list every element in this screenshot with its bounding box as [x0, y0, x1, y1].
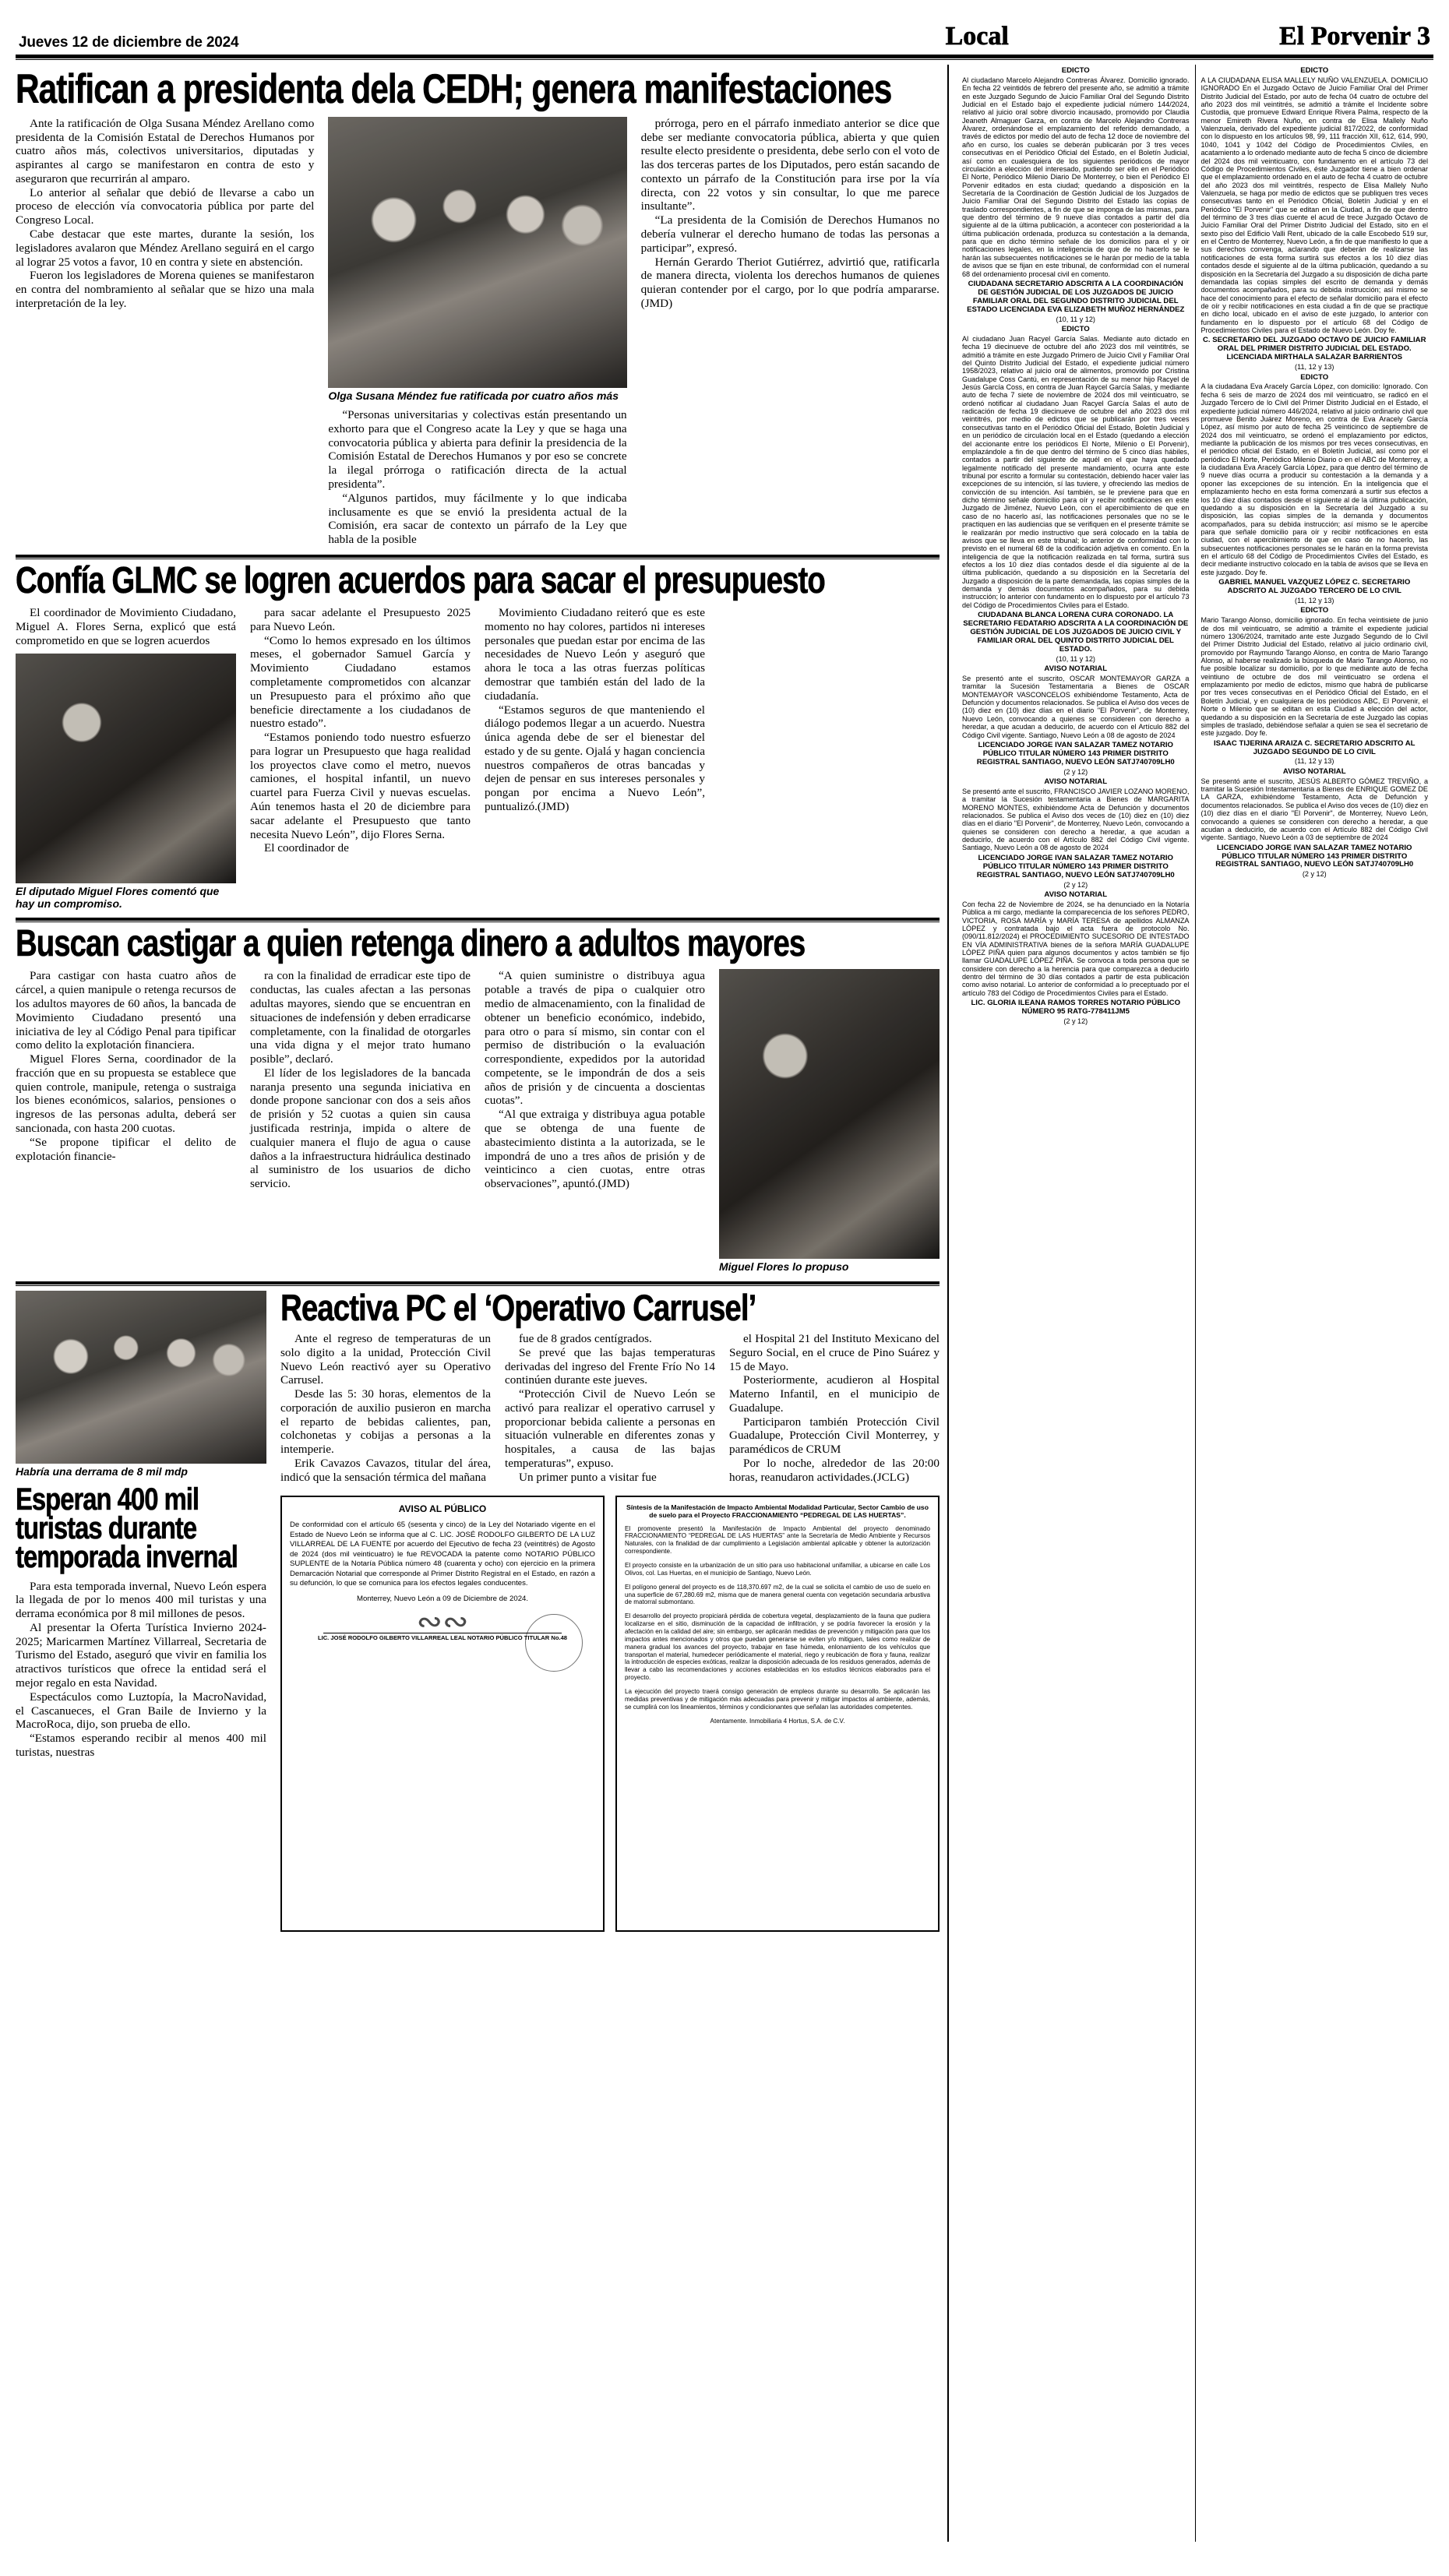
adultos-column-4 [719, 969, 940, 1273]
aviso-publico-title: AVISO AL PÚBLICO [398, 1503, 487, 1514]
adultos-column-3 [485, 969, 705, 1191]
sintesis-p3: El polígono general del proyecto es de 118,370.697 m2, de la cual se solicita el cambio de uso de suelo en una superficie de 67,280.69 m2, misma que de manera general cuenta con vegetación secundaria arbustiva de matorral submontano. [625, 1583, 930, 1606]
edicto-r4-body: (11, 12 y 13) [1295, 596, 1334, 604]
edicto-8-body: (2 y 12) [1063, 880, 1088, 889]
sintesis-title: Síntesis de la Manifestación de Impacto Ambiental Modalidad Particular, Sector Cambio de uso de suelo para el Proyecto FRACCIONAMIENTO “PEDREGAL DE LAS HUERTAS”. [626, 1503, 929, 1520]
carrusel-column-2 [505, 1332, 715, 1485]
adultos-column-1 [16, 969, 236, 1163]
sintesis-p4: El desarrollo del proyecto propiciará pérdida de cobertura vegetal, desplazamiento de la fauna que pudiera localizarse en el sitio, disminución de la capacidad de infiltración, y se podría favorecer la erosión y la afectación en la calidad del aire; sin embargo, ser aplicarán medidas de prevención y mitigación para que los impactos antes mencionados y otros que puedan generarse se eviten y/o mitiguen, tales como realizar de manera gradual los avances del proyecto, trabajar en fase húmeda, enlonamiento de los vehículos que transportan el material, humedecer periódicamente el material, riego y reubicación de flora y fauna, realizar la introducción de especies exóticas, realizar la disposición adecuada de los residuos generados, además de llevar a cabo las recomendaciones y acciones establecidas en los estudios técnicos elaborados para el proyecto. [625, 1612, 930, 1682]
caption-glmc: El diputado Miguel Flores comentó que hay un compromiso. [16, 885, 220, 910]
edicto-6-body: (2 y 12) [1063, 767, 1088, 776]
signature-scribble: ∾∾ [416, 1603, 469, 1639]
carrusel-col1-text: Ante el regreso de temperaturas de un solo digito a la unidad, Protección Civil Nuevo León reactivó ayer su Operativo Carrusel. Desde las 5: 30 horas, elementos de la corporación de auxilio pusieron en marcha el reparto de bebidas calientes, pan, colchonetas y cobijas a personas a la intemperie. Erik Cavazos Cavazos, titular del área, indicó que la sensación térmica del mañana [280, 1332, 491, 1484]
newspaper-brand: El Porvenir 3 [1279, 22, 1430, 51]
glmc-column-3 [485, 606, 705, 814]
adultos-col2-text: ra con la finalidad de erradicar este tipo de conductas, las cuales afectan a las personas adultas mayores, siendo que se encuentran en situaciones de indefensión y deben erradicarse completamente, con la finalidad de otorgarles una vida digna y el mejor trato humano posible”, declaró. El líder de los legisladores de la bancada naranja presento una segunda iniciativa en donde propone sancionar con dos a seis años de prisión y 52 cuotas a quien sin causa justificada restrinja, impida o altere de cualquier manera el flujo de agua o cause daños a la infraestructura hidráulica destinado al suministro de los usuarios de dicho servicio. [250, 969, 471, 1191]
edicto-r8-title: LICENCIADO JORGE IVAN SALAZAR TAMEZ NOTARIO PÚBLICO TITULAR NÚMERO 143 PRIMER DISTRITO REGISTRAL SANTIAGO, NUEVO LEÓN SATJ740709LH0 [1215, 843, 1414, 869]
headline-glmc: Confía GLMC se logren acuerdos para sacar el presupuesto [16, 559, 825, 601]
carrusel-col2-text: fue de 8 grados centígrados. Se prevé que las bajas temperaturas derivadas del ingreso del Frente Frío No 14 continúen durante este jueves. “Protección Civil de Nuevo León se activó para realizar el operativo carrusel y proporcionar bebida caliente a personas en situación vulnerable en diferentes zonas y hospitales, a causa de las bajas temperaturas”, expuso. Un primer punto a visitar fue [505, 1332, 715, 1484]
edicto-1-title: EDICTO [1061, 66, 1090, 75]
section-title: Local [945, 22, 1009, 51]
edicto-5-body: Se presentó ante el suscrito, OSCAR MONTEMAYOR GARZA a tramitar la Sucesión Testamentaria a Bienes de OSCAR MONTEMAYOR VASCONCELOS exhibiéndome Testamento, Acta de Defunción y documentos relacionados. Se publica el Aviso dos veces de (10) diez en (10) diez días en el diario "El Porvenir", de Monterrey, Nuevo León, convocando a quienes se consideren con derecho a heredar, a que acudan a deducirlo, de acuerdo con el Artículo 882 del Código Civil vigente. Santiago, Nuevo León a 08 de agosto de 2024 [962, 674, 1190, 739]
article-divider-2 [16, 918, 940, 922]
photo-miguel-flores [719, 969, 940, 1259]
edicto-r7-body: Se presentó ante el suscrito, JESÚS ALBERTO GÓMEZ TREVIÑO, a tramitar la Sucesión Intestamentaria a Bienes de ENRIQUE GOMEZ DE LA GARZA, exhibiéndome Testamento, Acta de Defunción y documentos relacionados. Se publica el Aviso dos veces de (10) diez en (10) diez días en el diario "El Porvenir", de Monterrey, Nuevo León, convocando a quienes se consideren con derecho a heredar, a que acudan a deducirlo, de acuerdo con el Artículo 882 del Código Civil vigente. Santiago, Nuevo León a 03 de septiembre de 2024 [1200, 777, 1429, 842]
notice-sintesis [615, 1496, 940, 1932]
edicto-r1-body: A LA CIUDADANA ELISA MALLELY NUÑO VALENZUELA. DOMICILIO IGNORADO En el Juzgado Octavo de Juicio Familiar Oral del Primer Distrito Judicial del Estado, por auto de fecha 04 cuatro de octubre del año 2023 dos mil veintitrés, se admitió a trámite el Incidente sobre Custodia, que promueve Edward Enrique Rivera Palma, respecto de la menor Emireth Rivera Nuño, en contra de Elisa Mallely Nuño Valenzuela, derivado del expediente judicial 817/2022, de conformidad con lo dispuesto en los artículos 98, 99, 111 fracción XII, 612, 614, 990, 1040, 1041 y 1042 del Código de Procedimientos Civiles, en acatamiento a lo ordenado mediante auto de fecha 5 cinco de diciembre del 2024 dos mil veinticuatro, con fundamento en el artículo 73 del Código de Procedimientos Civiles, éste Juzgador tiene a bien ordenar que el emplazamiento ordenado en el auto de fecha 4 cuatro de octubre del año 2023 dos mil veintitrés, respecto de Elisa Mallely Nuño Valenzuela, se haga por medio de edictos que se publiquen tres veces consecutivas tanto en el Periódico Oficial, Boletín Judicial y en el Periódico "El Porvenir" que se editan en la Ciudad, a fin de que dentro del término de 3 tres días cuente el acud de trece Juzgado Octavo de Juicio Familiar Oral del Primer Distrito Judicial del Estado, sito en el sexto piso del Edificio Valli Rent, ubicado de la calle Escobedo 519 sur, en el Centro de Monterrey, Nuevo León, a fin de que manifiesto lo que a sus derechos convenga, aclarando que deberán de realizarse las notificaciones de esta forma surtirá sus efectos a los 10 diez días contados desde el siguiente al de la última publicación, quedando a su disposición en la Secretaría del Juzgado a su disposición de dicha parte demandada las copias simples del escrito de demanda y demás documentos acompañados, para su debida instrucción; así mismo se hace del conocimiento para el efecto de señalar domicilio para el efecto de oír y recibir notificaciones en esta ciudad a fin de que se practique en dicho local, ubicado en el aviso de este juzgado, lo anterior con fundamento en lo dispuesto por el artículo 68 del Código de Procedimientos Civiles para el Estado de Nuevo León. Doy fe. [1200, 76, 1428, 335]
edicto-10-title: LIC. GLORIA ILEANA RAMOS TORRES NOTARIO PÚBLICO NÚMERO 95 RATG-778411JM5 [971, 999, 1181, 1017]
edicto-r6-title: ISAAC TIJERINA ARAIZA C. SECRETARIO ADSCRITO AL JUZGADO SEGUNDO DE LO CIVIL [1213, 738, 1416, 756]
article-divider-1 [16, 555, 940, 559]
publication-date: Jueves 12 de diciembre de 2024 [19, 34, 239, 51]
glmc-col2-text: para sacar adelante el Presupuesto 2025 para Nuevo León. “Como lo hemos expresado en los últimos meses, el gobernador Samuel García y Movimiento Ciudadano estamos completamente comprometidos con alcanzar un Presupuesto para el próximo año que beneficie directamente a los ciudadanos de nuestro estado”. “Estamos poniendo todo nuestro esfuerzo para lograr un Presupuesto que haga realidad los proyectos clave como el metro, nuevos camiones, el hospital infantil, un nuevo cuartel para Fuerza Civil y nuevas escuelas. Aún tenemos hasta el 20 de diciembre para sacar adelante el Presupuesto que tanto necesita Nuevo León”, dijo Flores Serna. El coordinador de [250, 606, 471, 855]
adultos-col3-text: “A quien suministre o distribuya agua potable a través de pipa o cualquier otro medio de almacenamiento, con la finalidad de obtener un beneficio económico, indebido, para otro o para sí mismo, sin contar con el permiso de distribución o la evaluación correspondiente, expedidos por la autoridad competente, se le impondrán de dos a seis años de prisión y de cincuenta a doscientas cuotas”. “Al que extraiga y distribuya agua potable que se obtenga de una fuente de abastecimiento distinta a la autorizada, se le impondrá de uno a tres años de prisión y de veinticinco a cien cuotas, entre otras observaciones”, apuntó.(JMD) [485, 969, 705, 1191]
article-carrusel [280, 1286, 940, 1932]
aviso-publico-p2: Monterrey, Nuevo León a 09 de Diciembre de 2024. [356, 1595, 529, 1604]
aviso-publico-signature: LIC. JOSÉ RODOLFO GILBERTO VILLARREAL LEAL NOTARIO PÚBLICO TITULAR No.48 [317, 1633, 568, 1641]
cedh-column-1 [16, 117, 314, 311]
photo-glmc-diputado [16, 654, 236, 883]
sintesis-p6: Atentamente. Inmobiliaria 4 Hortus, S.A. de C.V. [710, 1717, 845, 1725]
cedh-column-3 [641, 117, 940, 311]
cedh-column-2 [328, 117, 626, 547]
edicto-4-body: (10, 11 y 12) [1056, 654, 1095, 663]
edicto-3-body: Al ciudadano Juan Racyel García Salas. Mediante auto dictado en fecha 19 diecinueve de octubre del año 2023 dos mil veintitrés, se admitió a trámite en este Juzgado Primero de Juicio Civil y Familiar Oral del Quinto Distrito Judicial del Estado, el expediente judicial número 1958/2023, relativo al juicio oral de alimentos, promovido por Cristina Guadalupe Coss Cantú, en representación de su menor hijo Racyel de Jesús García Coss, en contra de Juan Raycel García Salas, y mediante auto de fecha 7 siete de noviembre de 2024 dos mil veinticuatro, se ordenó notificar al ciudadano Juan Racyel García Salas el auto de radicación de fecha 19 diecinueve de octubre del año 2023 dos mil veintitrés, por medio de edictos que se publicarán por tres veces consecutivas tanto en el Periódico Oficial del Estado, Boletín Judicial y en un periódico de circulación local en el Estado (quedando a elección del accionante entre los periódicos El Norte, Milenio o El Porvenir), emplazándole a fin de que dentro del término de 5 cinco días hábiles, contados a partir del siguiente de aquél en el que haya quedado legalmente notificado del presente mandamiento, ocurra ante este tribunal por escrito a formular su contestación, debiendo hacer valer las excepciones de su intención, sí las tuviere, y ofreciendo las medios de convicción de su intención. Así también, se le previene para que en dicho término señale domicilio para oír y recibir notificaciones en este Juzgado de Jiménez, Nuevo León, con el apercibimiento de que en caso de no hacerlo así, las notificaciones personales que no se le practiquen en las audiencias que se verifiquen en el presente trámite se le realizarán por medio instructivo que será colocado en la tabla de avisos que se lleva en este tribunal; lo anterior de conformidad con lo previsto en el numeral 68 de la codificación adjetiva en comento. En la inteligencia de que la notificación realizada en tal forma, surtirá sus efectos a los 10 diez días contados desde el día siguiente al de la última publicación, quedando a su disposición en la Secretaría del Juzgado a disposición de la parte demandada, las copias simples de la demanda y demás documentos acompañados, para su debida instrucción; lo anterior con fundamento en lo dispuesto por el artículo 73 del Código de Procedimientos Civiles para el Estado. [962, 334, 1190, 609]
edicto-r2-body: (11, 12 y 13) [1295, 363, 1334, 372]
turistas-text: Para esta temporada invernal, Nuevo León espera la llegada de por lo menos 400 mil turistas y una derrama económica por 8 mil millones de pesos. Al presentar la Oferta Turística Invierno 2024-2025; Maricarmen Martínez Villarreal, Secretaria de Turismo del Estado, aseguró que vivir en familia los atractivos turísticos que ofrece la entidad será el mejor regalo en esta Navidad. Espectáculos como Luztopía, la MacroNavidad, el Cascanueces, el Gran Baile de Invierno y la MacroRoca, dijo, son prueba de ello. “Estamos esperando recibir al menos 400 mil turistas, nuestras [16, 1579, 266, 1759]
glmc-column-2 [250, 606, 471, 855]
adultos-col1-text: Para castigar con hasta cuatro años de cárcel, a quien manipule o retenga recursos de los adultos mayores de 60 años, la bancada de Movimiento Ciudadano presentó una iniciativa de ley al Código Penal para tipificar como delito la explotación financiera. Miguel Flores Serna, coordinador de la fracción que en su propuesta se establece que quien controle, manipule, retenga o sustraiga los bienes económicos, salarios, pensiones o ingresos de las personas adulta, deberá ser sancionada, con hasta 200 cuotas. “Se propone tipificar el delito de explotación financie- [16, 969, 236, 1163]
edicto-1-body: Al ciudadano Marcelo Alejandro Contreras Álvarez. Domicilio ignorado. En fecha 22 veintidós de febrero del presente año, se admitió a trámite en este Juzgado Segundo de Juicio Familiar Oral del Segundo Distrito Judicial en el Estado bajo el expediente judicial número 144/2024, relativo al juicio oral sobre divorcio incausado, promovido por Claudia Jeaneth Almaguer Garza, en contra de Marcelo Alejandro Contreras Álvarez, ordenándose el emplazamiento del referido demandado, a través de edictos por medio del auto de fecha 12 doce de noviembre del año en curso, los cuales se deberán publicarán por 3 tres veces consecutivas en el Periódico Oficial del Estado, en el Boletín Judicial, así como en cualesquiera de los siguientes periódicos de mayor circulación a elección del interesado, pudiendo ser ello en el Periódico El Norte, Periódico Milenio Diario De Monterrey, o bien el Periódico El Porvenir editados en esta ciudad; quedando a disposición en la Secretaría de la Coordinación de Gestión Judicial de los Juzgados de Juicio Familiar Oral del Segundo Distrito del Estado las copias de traslado correspondientes, a fin de que se imponga de las mismas, para que dentro del término de 9 nueve días contados a partir del día siguiente al de la última publicación, a acontecer con posterioridad a la última publicación ordenada, produzca su contestación a la demanda, para que en dicho término señale de los domicilios para el y oir notificaciones legales, en la inteligencia de que de no hacerlo se le harán las subsecuentes notificaciones se le harán por medio de la tabla de avisos que se fijan en este tribunal, de conformidad con el numeral 68 del ordenamiento procesal civil en comento. [962, 76, 1190, 278]
headline-cedh: Ratifican a presidenta dela CEDH; genera manifestaciones [16, 66, 892, 112]
masthead-rule [16, 55, 1433, 60]
carrusel-column-1 [280, 1332, 491, 1485]
cedh-col3-text: prórroga, pero en el párrafo inmediato anterior se dice que debe ser mediante convocatoria pública, abierta y que quien resulte electo presidente o presidenta, debe serlo con el voto de las dos terceras partes de los Diputados, pero están sacando de contexto un párrafo de la Constitución para irse por la vía directa, con 22 votos y sin consultar, lo que me parece insultante”. “La presidenta de la Comisión de Derechos Humanos no debería vulnerar el derecho humano de todas las personas a participar”, expresó. Hernán Gerardo Theriot Gutiérrez, advirtió que, ratificarla de manera directa, violenta los derechos humanos de quienes quieran contender por el cargo, por lo que podría ampararse.(JMD) [640, 116, 940, 310]
caption-turistas: Habría una derrama de 8 mil mdp [16, 1464, 188, 1478]
edicto-r3-body: A la ciudadana Eva Aracely García López, con domicilio: Ignorado. Con fecha 6 seis de marzo de 2024 dos mil veinticuatro, se radicó en el Juzgado Tercero de lo Civil del Primer Distrito Judicial en el Estado, el expediente judicial número 446/2024, relativo al juicio ordinario civil que promueve Benito Juárez Moreno, en contra de Eva Aracely García López, así mismo por auto de fecha 25 veinticinco de septiembre de 2024 dos mil veinticuatro, se ordenó el emplazamiento por edictos, mediante la publicación de los mismos por tres veces consecutivas, en el periódico oficial del Estado, en el Boletín Judicial, así como por el periódico El Norte, Periódico Milenio Diario o en el ABC de Monterrey, a la ciudadana Eva Aracely García López, para que dentro del término de 9 nueve días ocurra a producir su contestación a la demanda y a oponer las excepciones de su intención. En la inteligencia que el emplazamiento hecho en esta forma comenzará a surtir sus efectos a los 10 diez días contados desde el siguiente al de la última publicación, quedando a su disposición en la Secretaría del Juzgado a su disposición, las copias simples de la demanda y documentos acompañados, para su debida instrucción; así mismo se le apercibe para que señale domicilio para oír y recibir notificaciones en esta ciudad, con el apercibimiento de que en caso de no hacerlo, las subsecuentes notificaciones personales se le harán en la forma prevista en el artículo 68 del Código de Procedimientos Civiles del Estado, es decir mediante instructivo colocado en la tabla de avisos que se lleva en este juzgado. Doy fe. [1200, 382, 1428, 576]
edicto-3-title: EDICTO [1061, 324, 1090, 333]
sintesis-p2: El proyecto consiste en la urbanización de un sitio para uso habitacional unifamiliar, a ubicarse en calle Los Olivos, col. Las Huertas, en el municipio de Santiago, Nuevo León. [625, 1562, 930, 1577]
edicto-r7-title: AVISO NOTARIAL [1282, 766, 1346, 776]
edicto-r2-title: C. SECRETARIO DEL JUZGADO OCTAVO DE JUICIO FAMILIAR ORAL DEL PRIMER DISTRITO JUDICIAL DEL ESTADO. LICENCIADA MIRTHALA SALAZAR BARRIENTOS [1202, 336, 1426, 362]
lower-band [16, 1286, 940, 1932]
caption-adultos: Miguel Flores lo propuso [719, 1260, 849, 1274]
article-glmc [16, 559, 940, 910]
photo-turismo [16, 1291, 266, 1464]
edicto-r3-title: EDICTO [1300, 372, 1329, 382]
carrusel-col3-text: el Hospital 21 del Instituto Mexicano del Seguro Social, en el cruce de Pino Suárez y 15 de Mayo. Posteriormente, acudieron al Hospital Materno Infantil, en el municipio de Guadalupe. Participaron también Protección Civil Guadalupe, Protección Civil Monterrey, y paramédicos de CRUM Por lo noche, alrededor de las 20:00 horas, reanudaron actividades.(JCLG) [729, 1332, 940, 1484]
caption-cedh: Olga Susana Méndez fue ratificada por cuatro años más [328, 389, 619, 402]
edicto-7-title: AVISO NOTARIAL [1044, 777, 1108, 786]
edicto-r6-body: (11, 12 y 13) [1295, 757, 1334, 766]
edicto-r5-title: EDICTO [1300, 606, 1329, 615]
headline-turistas: Esperan 400 mil turistas durante temporada invernal [16, 1482, 238, 1574]
edicto-8-title: LICENCIADO JORGE IVAN SALAZAR TAMEZ NOTARIO PÚBLICO TITULAR NÚMERO 143 PRIMER DISTRITO REGISTRAL SANTIAGO, NUEVO LEÓN SATJ740709LH0 [976, 853, 1175, 879]
aviso-publico-signature-area [290, 1603, 595, 1686]
article-adultos [16, 923, 940, 1274]
notary-seal-icon [525, 1614, 583, 1672]
editorial-zone [16, 65, 947, 2542]
edicto-9-title: AVISO NOTARIAL [1044, 890, 1108, 899]
article-turistas [16, 1291, 266, 1760]
legal-notices-zone [947, 65, 1433, 2542]
edicto-2-body: (10, 11 y 12) [1056, 315, 1095, 323]
edicto-r8-body: (2 y 12) [1302, 870, 1327, 879]
edicto-2-title: CIUDADANA SECRETARIO ADSCRITA A LA COORDINACIÓN DE GESTIÓN JUDICIAL DE LOS JUZGADOS DE JUICIO FAMILIAR ORAL DEL SEGUNDO DISTRITO JUDICIAL DEL ESTADO LICENCIADA EVA ELIZABETH MUÑOZ HERNÁNDEZ [967, 279, 1185, 314]
edicto-r5-body: Mario Tarango Alonso, domicilio ignorado. En fecha veintisiete de junio de dos mil veinticuatro, se admitió a trámite el expediente judicial número 1306/2024, tramitado ante este Juzgado Segundo de lo Civil del Primer Distrito Judicial del Estado, relativo al juicio ordinario civil, promovido por Raymundo Tarango Alonso, en contra de Mario Tarango Alonso, al haberse realizado la búsqueda de Mario Tarango Alonso, no fue posible localizar su domicilio, por lo que mediante auto de fecha veintiuno de octubre de dos mil veinticuatro se ordena el emplazamiento por medio de edictos, mismo que habrá de publicarse por tres veces consecutivas en el Periódico Oficial del Estado, en el Boletín Judicial, y en cualquiera de los periódicos ABC, El Porvenir, el Norte o Milenio que se editan en esta Ciudad a elección del actor, quedando a su disposición en la Secretaría de este Juzgado las copias simples de traslado, debiéndose señalar a quien se sea el secretario de este juzgado. Doy fe. [1200, 616, 1428, 738]
cedh-col2-text: “Personas universitarias y colectivas están presentando un exhorto para que el Congreso acate la Ley y que se haga una convocatoria pública y abierta para definir la presidencia de la Comisión Estatal de Derechos Humanos y por eso se concrete la ilegal prórroga o ratificación directa de la actual presidenta”. “Algunos partidos, muy fácilmente y lo que indicaba inclusamente es que se envió la presidenta actual de la Comisión, era sacar de contexto un párrafo de la Ley que habla de la posible [328, 408, 627, 547]
edicto-column-1 [957, 65, 1195, 2542]
edicto-column-2 [1195, 65, 1434, 2542]
carrusel-column-3 [729, 1332, 940, 1485]
sintesis-p1: El promovente presentó la Manifestación de Impacto Ambiental del proyecto denominado FRACCIONAMIENTO “PEDREGAL DE LAS HUERTAS” ante la Secretaría de Medio Ambiente y Recursos Naturales, con la finalidad de dar cumplimiento a Legislación ambiental aplicable y obtener la autorización correspondiente. [625, 1524, 930, 1556]
sintesis-p5: La ejecución del proyecto traerá consigo generación de empleos durante su desarrollo. Se aplicarán las medidas preventivas y de mitigación más adecuadas para prevenir y mitigar impactos al ambiente, además, se cumplirá con los lineamientos, términos y condicionantes que señalan las autoridades competentes. [625, 1688, 930, 1711]
notice-aviso-publico [280, 1496, 605, 1932]
adultos-column-2 [250, 969, 471, 1191]
edicto-4-title: CIUDADANA BLANCA LORENA CURA CORONADO. LA SECRETARIO FEDATARIO ADSCRITA A LA COORDINACIÓN DE GESTIÓN JUDICIAL DE LOS JUZGADOS DE JUICIO CIVIL Y FAMILIAR ORAL DEL QUINTO DISTRITO JUDICIAL DEL ESTADO. [963, 611, 1189, 654]
glmc-column-1 [16, 606, 236, 910]
headline-adultos: Buscan castigar a quien retenga dinero a adultos mayores [16, 923, 806, 965]
edicto-r4-title: GABRIEL MANUEL VAZQUEZ LÓPEZ C. SECRETARIO ADSCRITO AL JUZGADO TERCERO DE LO CIVIL [1218, 578, 1411, 596]
edicto-6-title: LICENCIADO JORGE IVAN SALAZAR TAMEZ NOTARIO PÚBLICO TITULAR NÚMERO 143 PRIMER DISTRITO REGISTRAL SANTIAGO, NUEVO LEÓN SATJ740709LH0 [976, 740, 1175, 766]
edicto-9-body: Con fecha 22 de Noviembre de 2024, se ha denunciado en la Notaría Pública a mi cargo, mediante la comparecencia de los señores PEDRO, VICTORIA, ROSA MARÍA y MARÍA TERESA de apellidos ALMANZA LÓPEZ y contratada bajo el acta fuera de protocolo No. (090/11.812/2024) el PROCEDIMIENTO SUCESORIO DE INTESTADO EN VÍA ADMINISTRATIVA bienes de la señora MARÍA GUADALUPE LÓPEZ PIÑA quien para algunos documentos y actos también se fijo llamar GUADALUPE LÓPEZ PIÑA. Se convoca a toda persona que se considere con derecho a la herencia para que comparezca a deducirlo dentro del término de 30 días contados a partir de esta publicación como aviso notarial. Lo anterior de conformidad a lo preceptuado por el artículo 783 del Código de Procedimientos Civiles para el Estado. [962, 900, 1190, 997]
edicto-10-body: (2 y 12) [1063, 1017, 1088, 1025]
cedh-col1-text: Ante la ratificación de Olga Susana Méndez Arellano como presidenta de la Comisión Estatal de Derechos Humanos por cuatro años más, colectivos universitarios, diputadas y aspirantes al cargo se manifestaron en contra de esto y aseguraron que recurrirán al amparo. Lo anterior al señalar que debió de llevarse a cabo un proceso de elección vía convocatoria pública por parte del Congreso Local. Cabe destacar que este martes, durante la sesión, los legisladores avalaron que Méndez Arellano seguirá en el cargo al lograr 25 votos a favor, 10 en contra y siete en abstención. Fueron los legisladores de Morena quienes se manifestaron en contra del nombramiento al señalar que se hizo una mala interpretación de la ley. [16, 116, 315, 310]
article-cedh [16, 66, 940, 547]
aviso-publico-p1: De conformidad con el artículo 65 (sesenta y cinco) de la Ley del Notariado vigente en el Estado de Nuevo León se informa que al C. LIC. JOSÉ RODOLFO GILBERTO DE LA LUZ VILLARREAL DE LA FUENTE por acuerdo del Ejecutivo de fecha 23 (veintitrés) de Agosto de 2024 (dos mil veinticuatro) le fue REVOCADA la patente como NOTARIO PÚBLICO SUPLENTE de la Notaría Pública número 48 (cuarenta y ocho) con ejercicio en la primera Demarcación Notarial que corresponde al Primer Distrito Registral en el Estado, en razón a su defunción, lo que se comunica para los efectos legales conducentes. [290, 1521, 595, 1588]
glmc-col1-text: El coordinador de Movimiento Ciudadano, Miguel A. Flores Serna, explicó que está comprometido en que se logren acuerdos [16, 606, 236, 647]
edicto-7-body: Se presentó ante el suscrito, FRANCISCO JAVIER LOZANO MORENO, a tramitar la Sucesión testamentaria a Bienes de MARGARITA MORENO MONTES, exhibiéndome Acta de Defunción y documentos relacionados. Se publica el Aviso dos veces de (10) diez en (10) diez días en el diario "El Porvenir", de Monterrey, Nuevo León, convocando a quienes se consideren con derecho a heredar, a que acudan a deducirlo, de acuerdo con el Artículo 882 del Código Civil vigente. Santiago, Nuevo León a 08 de agosto de 2024 [962, 787, 1190, 852]
edicto-r1-title: EDICTO [1300, 66, 1329, 75]
edicto-5-title: AVISO NOTARIAL [1044, 664, 1108, 674]
masthead [16, 17, 1433, 51]
article-divider-3 [16, 1281, 940, 1286]
photo-cedh-session [328, 117, 626, 388]
headline-carrusel: Reactiva PC el ‘Operativo Carrusel’ [280, 1286, 756, 1328]
glmc-col3-text: Movimiento Ciudadano reiteró que es este momento no hay colores, partidos ni intereses personales que puedan estar por encima de las necesidades de Nuevo León y aseguró que ahora le toca a las otras fuerzas políticas demostrar que también están del lado de la ciudadanía. “Estamos seguros de que manteniendo el diálogo podemos llegar a un acuerdo. Nuestra única agenda debe de ser el bienestar del estado y de su gente. Ojalá y hagan conciencia nuestros compañeros de otras bancadas y dejen de pensar en sus intereses personales y pongan por encima a Nuevo León”, puntualizó.(JMD) [485, 606, 705, 814]
